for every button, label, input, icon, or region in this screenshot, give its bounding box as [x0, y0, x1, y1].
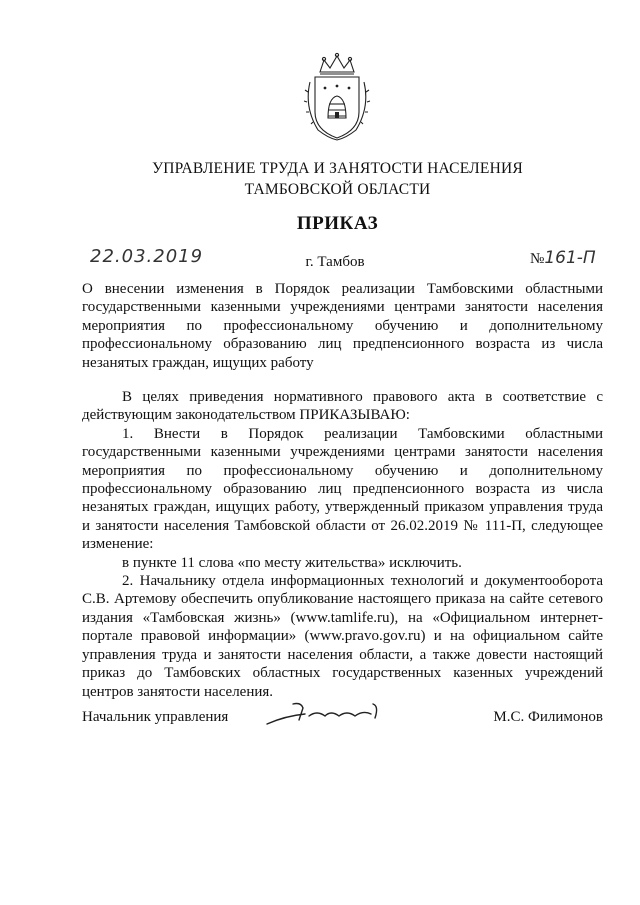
- organization-name-line2: ТАМБОВСКОЙ ОБЛАСТИ: [244, 181, 431, 198]
- organization-name-line1: УПРАВЛЕНИЕ ТРУДА И ЗАНЯТОСТИ НАСЕЛЕНИЯ: [152, 160, 523, 177]
- signatory-position: Начальник управления: [82, 709, 229, 725]
- document-body: [82, 388, 603, 701]
- document-date: 22.03.2019: [90, 246, 204, 267]
- item-1-change-paragraph: в пункте 11 слова «по месту жительства» исключить.: [122, 554, 462, 571]
- coat-of-arms-emblem: [298, 52, 376, 142]
- document-city: г. Тамбов: [305, 254, 365, 270]
- handwritten-signature: [265, 698, 395, 728]
- number-prefix: №: [530, 251, 545, 267]
- signatory-name: М.С. Филимонов: [493, 709, 603, 725]
- item-1-paragraph: 1. Внести в Порядок реализации Тамбовскими областными государственными казенными учреждениями центрами занятости населения мероприятия по профессиональному обучению и дополнительному профессиональному образованию лиц предпенсионного возраста из числа незанятых граждан, ищущих работу, утвержденный приказом управления труда и занятости населения Тамбовской области от 26.02.2019 № 111-П, следующее изменение:: [82, 425, 603, 553]
- document-subject: О внесении изменения в Порядок реализации Тамбовскими областными государственными казенными учреждениями центрами занятости населения мероприятия по профессиональному обучению и дополнительному профессиональному образованию лиц предпенсионного возраста из числа незанятых граждан, ищущих работу: [82, 281, 603, 371]
- preamble-paragraph: В целях приведения нормативного правового акта в соответствие с действующим законодательством ПРИКАЗЫВАЮ:: [82, 389, 603, 424]
- document-number: [530, 248, 596, 268]
- number-value: 161-П: [544, 248, 596, 268]
- item-2-paragraph: 2. Начальнику отдела информационных технологий и документооборота С.В. Артемову обеспечить опубликование настоящего приказа на сайте сетевого издания «Тамбовская жизнь» (www.tamlife.ru), на «Официальном интернет-портале правовой информации» (www.pravo.gov.ru) и на официальном сайте управления труда и занятости населения области, а также довести настоящий приказ до Тамбовских областных государственных казенных учреждений центров занятости населения.: [82, 573, 603, 700]
- document-type-title: ПРИКАЗ: [296, 213, 379, 234]
